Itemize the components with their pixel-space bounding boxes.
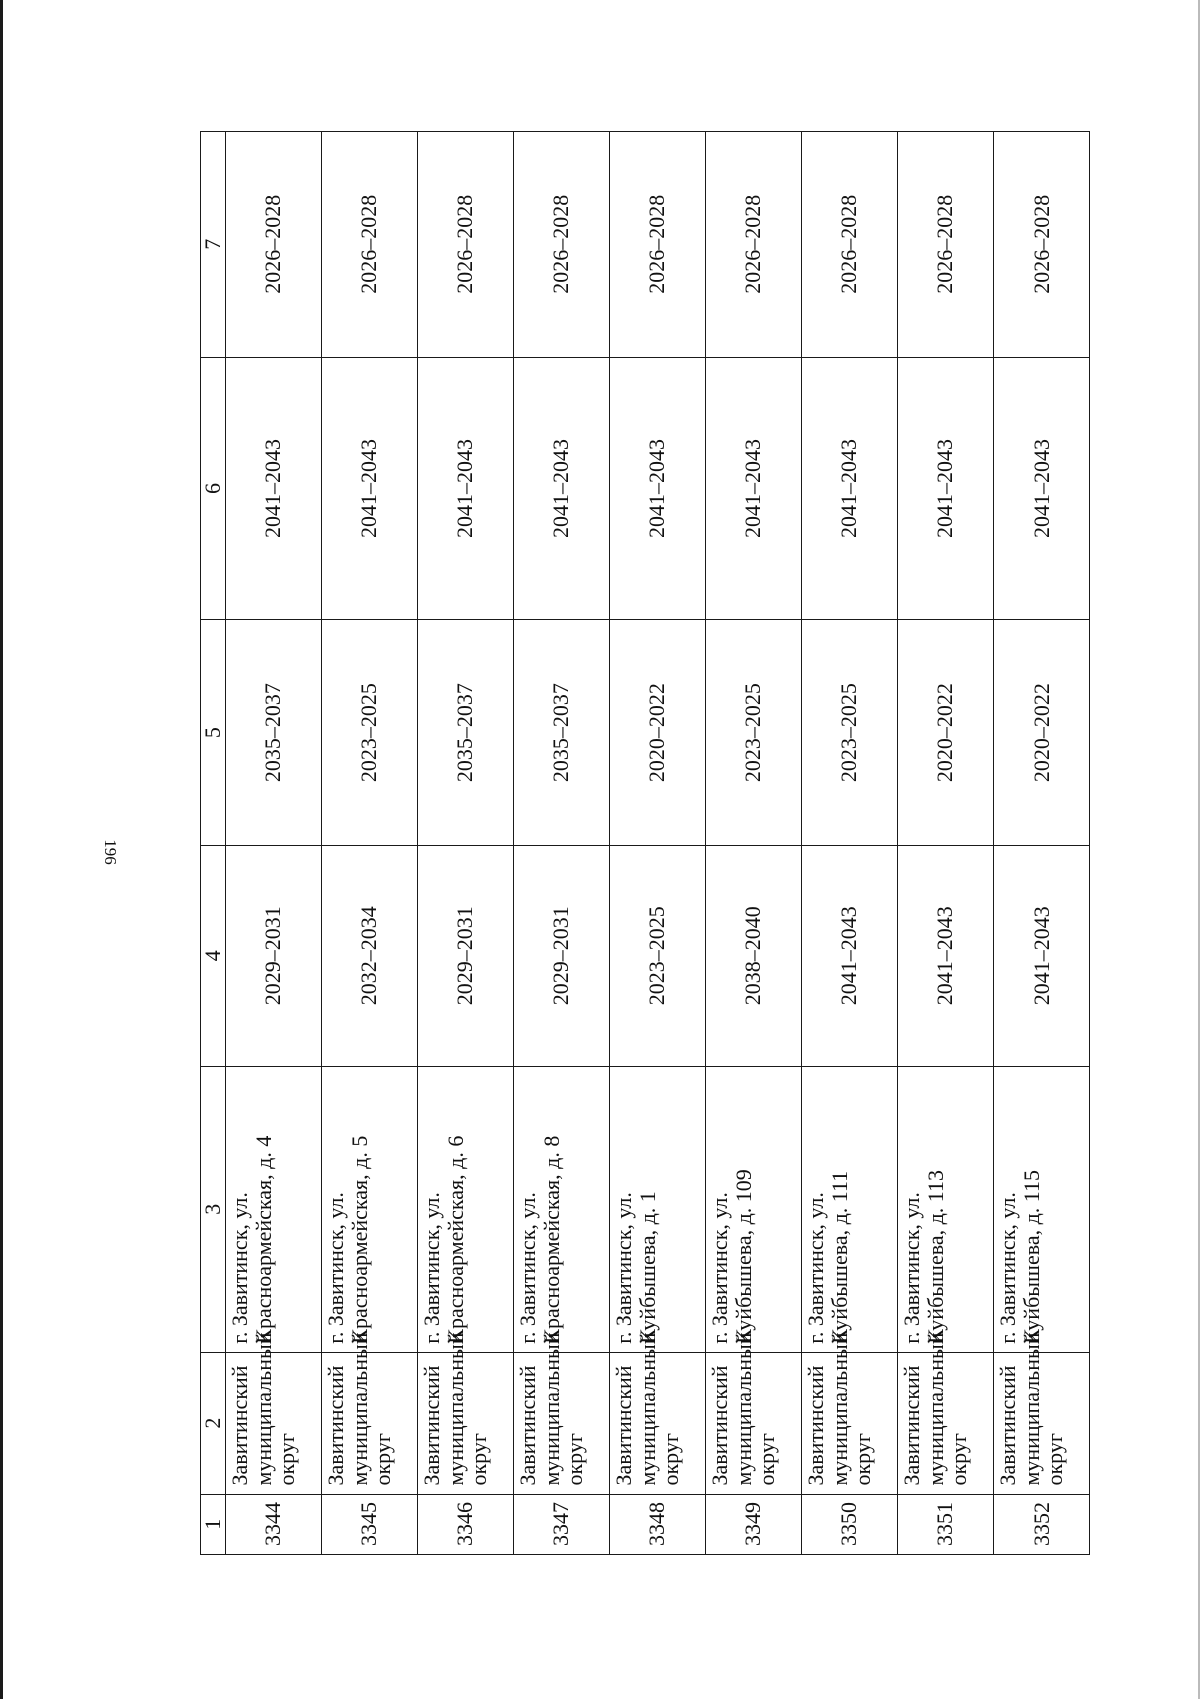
address-cell: г. Завитинск, ул. Куйбышева, д. 1 [609,1066,705,1352]
table-row [417,132,513,1555]
period-cell-col7: 2026–2028 [609,132,705,358]
period-cell-col6: 2041–2043 [897,357,993,620]
address-cell: г. Завитинск, ул. Красноармейская, д. 6 [417,1066,513,1352]
row-number-cell: 3345 [321,1494,417,1554]
row-number-cell: 3348 [609,1494,705,1554]
district-cell: Завитинский муниципальный округ [897,1352,993,1494]
period-cell-col7: 2026–2028 [513,132,609,358]
period-cell-col6: 2041–2043 [513,357,609,620]
table-row [993,132,1089,1555]
period-cell-col4: 2023–2025 [609,845,705,1066]
table-row [225,132,321,1555]
period-cell-col7: 2026–2028 [417,132,513,358]
column-header: 4 [201,845,226,1066]
period-cell-col5: 2023–2025 [801,620,897,846]
period-cell-col5: 2023–2025 [705,620,801,846]
period-cell-col4: 2041–2043 [801,845,897,1066]
district-cell: Завитинский муниципальный округ [705,1352,801,1494]
period-cell-col5: 2020–2022 [609,620,705,846]
period-cell-col7: 2026–2028 [897,132,993,358]
period-cell-col5: 2020–2022 [993,620,1089,846]
row-number-cell: 3344 [225,1494,321,1554]
page-number: 196 [101,839,120,865]
row-number-cell: 3346 [417,1494,513,1554]
table-row [897,132,993,1555]
table-row [609,132,705,1555]
period-cell-col7: 2026–2028 [993,132,1089,358]
district-cell: Завитинский муниципальный округ [801,1352,897,1494]
scan-edge-left [0,0,3,1699]
table-row [801,132,897,1555]
address-cell: г. Завитинск, ул. Куйбышева, д. 113 [897,1066,993,1352]
address-cell: г. Завитинск, ул. Куйбышева, д. 111 [801,1066,897,1352]
district-cell: Завитинский муниципальный округ [225,1352,321,1494]
table-row [705,132,801,1555]
period-cell-col4: 2029–2031 [417,845,513,1066]
schedule-table-rotated [200,131,1090,1555]
address-cell: г. Завитинск, ул. Куйбышева, д. 109 [705,1066,801,1352]
period-cell-col5: 2035–2037 [417,620,513,846]
schedule-table [200,131,1090,1555]
district-cell: Завитинский муниципальный округ [321,1352,417,1494]
period-cell-col4: 2038–2040 [705,845,801,1066]
address-cell: г. Завитинск, ул. Красноармейская, д. 5 [321,1066,417,1352]
period-cell-col5: 2035–2037 [225,620,321,846]
period-cell-col4: 2032–2034 [321,845,417,1066]
column-header: 5 [201,620,226,846]
column-header: 7 [201,132,226,358]
period-cell-col6: 2041–2043 [225,357,321,620]
column-header: 3 [201,1066,226,1352]
district-cell: Завитинский муниципальный округ [513,1352,609,1494]
period-cell-col5: 2023–2025 [321,620,417,846]
period-cell-col4: 2041–2043 [993,845,1089,1066]
period-cell-col6: 2041–2043 [801,357,897,620]
row-number-cell: 3350 [801,1494,897,1554]
period-cell-col6: 2041–2043 [705,357,801,620]
row-number-cell: 3352 [993,1494,1089,1554]
row-number-cell: 3347 [513,1494,609,1554]
row-number-cell: 3351 [897,1494,993,1554]
period-cell-col4: 2029–2031 [225,845,321,1066]
district-cell: Завитинский муниципальный округ [417,1352,513,1494]
address-cell: г. Завитинск, ул. Куйбышева, д. 115 [993,1066,1089,1352]
period-cell-col6: 2041–2043 [321,357,417,620]
period-cell-col6: 2041–2043 [417,357,513,620]
period-cell-col7: 2026–2028 [705,132,801,358]
column-header: 2 [201,1352,226,1494]
period-cell-col7: 2026–2028 [801,132,897,358]
period-cell-col5: 2020–2022 [897,620,993,846]
period-cell-col4: 2041–2043 [897,845,993,1066]
district-cell: Завитинский муниципальный округ [609,1352,705,1494]
column-header: 1 [201,1494,226,1554]
address-cell: г. Завитинск, ул. Красноармейская, д. 8 [513,1066,609,1352]
period-cell-col5: 2035–2037 [513,620,609,846]
period-cell-col7: 2026–2028 [321,132,417,358]
period-cell-col7: 2026–2028 [225,132,321,358]
row-number-cell: 3349 [705,1494,801,1554]
period-cell-col6: 2041–2043 [993,357,1089,620]
table-row [321,132,417,1555]
table-row [513,132,609,1555]
district-cell: Завитинский муниципальный округ [993,1352,1089,1494]
period-cell-col6: 2041–2043 [609,357,705,620]
schedule-table-container [200,131,1090,1555]
column-header: 6 [201,357,226,620]
table-header-row [201,132,226,1555]
address-cell: г. Завитинск, ул. Красноармейская, д. 4 [225,1066,321,1352]
period-cell-col4: 2029–2031 [513,845,609,1066]
